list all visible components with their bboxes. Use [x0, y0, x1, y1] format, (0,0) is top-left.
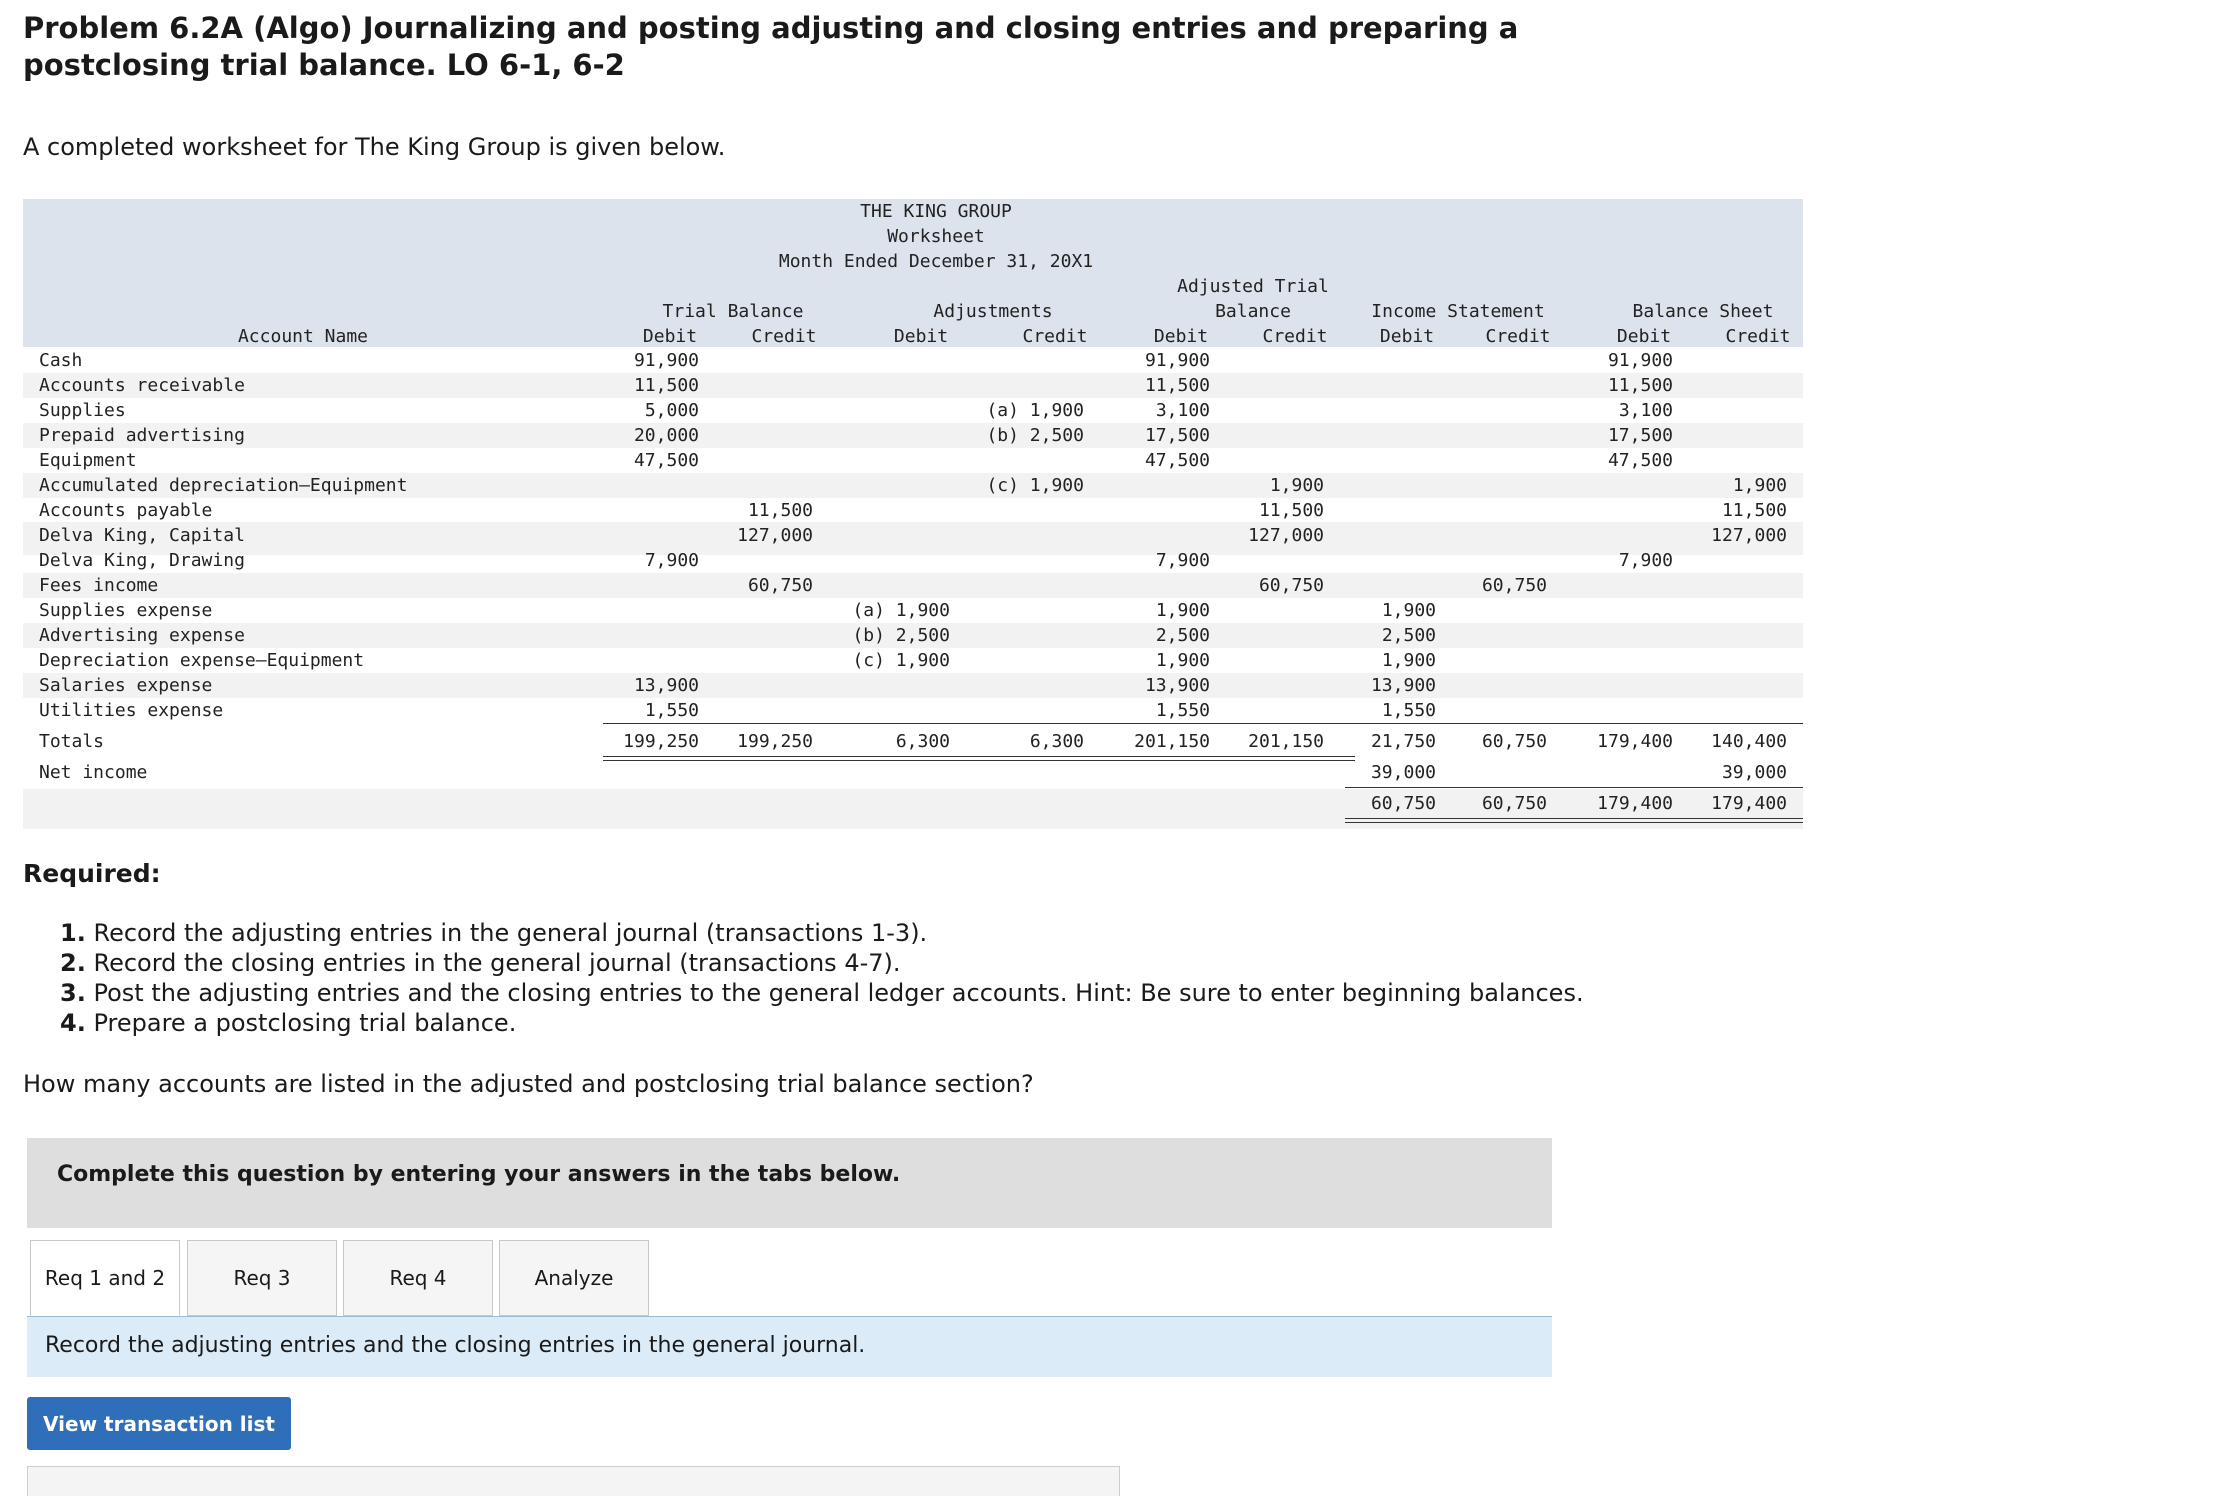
net-income-label: Net income: [39, 762, 148, 783]
instruction-box: [27, 1138, 1552, 1228]
worksheet-row-band: [23, 673, 1803, 698]
totals-cell: 201,150: [1248, 731, 1324, 752]
header-adjusted-trial-balance: Balance: [1215, 301, 1291, 322]
worksheet-cell: 1,550: [1381, 700, 1436, 721]
header-credit: Credit: [1725, 326, 1791, 347]
worksheet-cell: 60,750: [747, 575, 813, 596]
totals-cell: 199,250: [737, 731, 813, 752]
worksheet-cell: 11,500: [1258, 500, 1324, 521]
worksheet-cell: 11,500: [1144, 375, 1210, 396]
worksheet-cell: 91,900: [1144, 350, 1210, 371]
worksheet-cell: 1,900: [1155, 650, 1210, 671]
account-name: Equipment: [39, 450, 137, 471]
header-trial-balance: Trial Balance: [662, 301, 804, 322]
worksheet-cell: 1,900: [1381, 650, 1436, 671]
header-debit: Debit: [1616, 326, 1672, 347]
totals-cell: 140,400: [1711, 731, 1787, 752]
worksheet-cell: 60,750: [1481, 575, 1547, 596]
final-double-rule: [1345, 818, 1803, 819]
header-debit: Debit: [893, 326, 949, 347]
header-balance-sheet: Balance Sheet: [1632, 301, 1774, 322]
worksheet-cell: 5,000: [644, 400, 699, 421]
tab-req-3[interactable]: Req 3: [187, 1240, 337, 1316]
final-total-cell: 179,400: [1597, 793, 1673, 814]
account-name: Accumulated depreciation—Equipment: [39, 475, 408, 496]
worksheet-cell: 1,900: [1732, 475, 1787, 496]
header-debit: Debit: [1379, 326, 1435, 347]
requirement-item: 2. Record the closing entries in the general journal (transactions 4-7).: [60, 949, 901, 977]
requirement-item: 3. Post the adjusting entries and the closing entries to the general ledger accounts. Hint: Be sure to enter beginning balances.: [60, 979, 1584, 1007]
account-name: Prepaid advertising: [39, 425, 245, 446]
account-name: Supplies: [39, 400, 126, 421]
totals-label: Totals: [39, 731, 105, 752]
header-credit: Credit: [751, 326, 817, 347]
intro-text: A completed worksheet for The King Group is given below.: [23, 133, 726, 161]
account-name: Delva King, Capital: [39, 525, 245, 546]
tab-req-1-and-2[interactable]: Req 1 and 2: [30, 1240, 180, 1316]
header-income-statement: Income Statement: [1371, 301, 1545, 322]
page-title: Problem 6.2A (Algo) Journalizing and posting adjusting and closing entries and preparing a postclosing trial balance. LO 6-1, 6-2: [23, 11, 1519, 82]
account-name: Advertising expense: [39, 625, 245, 646]
totals-double-rule: [603, 756, 1355, 757]
journal-panel: [27, 1466, 1120, 1496]
totals-double-rule: [603, 760, 1355, 761]
requirement-item: 4. Prepare a postclosing trial balance.: [60, 1009, 517, 1037]
instruction-text: Complete this question by entering your answers in the tabs below.: [57, 1162, 901, 1187]
worksheet-cell: 13,900: [1144, 675, 1210, 696]
worksheet-cell: 17,500: [1144, 425, 1210, 446]
worksheet-cell: 127,000: [1248, 525, 1324, 546]
worksheet-cell: 1,550: [644, 700, 699, 721]
totals-cell: 6,300: [895, 731, 950, 752]
account-name: Accounts receivable: [39, 375, 245, 396]
tab-description: [27, 1317, 1552, 1377]
worksheet-cell: 7,900: [1155, 550, 1210, 571]
worksheet-cell: 3,100: [1618, 400, 1673, 421]
account-name: Delva King, Drawing: [39, 550, 245, 571]
header-debit: Debit: [1153, 326, 1209, 347]
worksheet-cell: 60,750: [1258, 575, 1324, 596]
account-name: Salaries expense: [39, 675, 213, 696]
header-adjusted-trial-balance: Adjusted Trial: [1177, 276, 1329, 297]
worksheet-cell: 7,900: [1618, 550, 1673, 571]
account-name: Accounts payable: [39, 500, 213, 521]
view-transaction-list-button[interactable]: View transaction list: [27, 1397, 291, 1450]
final-total-cell: 60,750: [1481, 793, 1547, 814]
tab-req-4[interactable]: Req 4: [343, 1240, 493, 1316]
worksheet-cell: 127,000: [1711, 525, 1787, 546]
worksheet-cell: 127,000: [737, 525, 813, 546]
totals-cell: 201,150: [1134, 731, 1210, 752]
worksheet-cell: (a) 1,900: [986, 400, 1084, 421]
totals-rule: [603, 723, 1803, 724]
net-income-cell: 39,000: [1721, 762, 1787, 783]
final-total-cell: 60,750: [1370, 793, 1436, 814]
worksheet-cell: 11,500: [633, 375, 699, 396]
worksheet-table: [23, 199, 1803, 829]
worksheet-title-line: Worksheet: [887, 226, 985, 247]
tab-analyze[interactable]: Analyze: [499, 1240, 649, 1316]
worksheet-cell: 1,900: [1381, 600, 1436, 621]
worksheet-cell: 3,100: [1155, 400, 1210, 421]
final-double-rule: [1345, 822, 1803, 823]
worksheet-cell: 91,900: [633, 350, 699, 371]
account-name: Fees income: [39, 575, 159, 596]
worksheet-cell: 11,500: [1607, 375, 1673, 396]
worksheet-cell: (b) 2,500: [852, 625, 950, 646]
header-adjustments: Adjustments: [933, 301, 1053, 322]
worksheet-cell: 91,900: [1607, 350, 1673, 371]
worksheet-cell: 13,900: [633, 675, 699, 696]
worksheet-cell: 1,900: [1155, 600, 1210, 621]
net-income-rule: [1345, 787, 1803, 788]
required-heading: Required:: [23, 859, 161, 888]
worksheet-cell: 17,500: [1607, 425, 1673, 446]
tab-description-text: Record the adjusting entries and the closing entries in the general journal.: [45, 1333, 866, 1358]
totals-cell: 6,300: [1029, 731, 1084, 752]
header-credit: Credit: [1485, 326, 1551, 347]
worksheet-cell: 7,900: [644, 550, 699, 571]
worksheet-title-line: THE KING GROUP: [860, 201, 1012, 222]
totals-cell: 199,250: [623, 731, 699, 752]
worksheet-cell: 1,900: [1269, 475, 1324, 496]
header-credit: Credit: [1262, 326, 1328, 347]
final-total-cell: 179,400: [1711, 793, 1787, 814]
worksheet-cell: 47,500: [1144, 450, 1210, 471]
requirements-list: [60, 918, 1584, 1038]
question-text: How many accounts are listed in the adjusted and postclosing trial balance section?: [23, 1070, 1034, 1098]
requirement-item: 1. Record the adjusting entries in the general journal (transactions 1-3).: [60, 919, 928, 947]
worksheet-cell: 20,000: [633, 425, 699, 446]
worksheet-cell: (c) 1,900: [986, 475, 1084, 496]
header-account-name: Account Name: [237, 326, 369, 347]
worksheet-title-line: Month Ended December 31, 20X1: [778, 251, 1094, 272]
totals-cell: 179,400: [1597, 731, 1673, 752]
account-name: Utilities expense: [39, 700, 224, 721]
header-debit: Debit: [642, 326, 698, 347]
account-name: Depreciation expense—Equipment: [39, 650, 365, 671]
net-income-cell: 39,000: [1370, 762, 1436, 783]
totals-cell: 21,750: [1370, 731, 1436, 752]
worksheet-cell: (c) 1,900: [852, 650, 950, 671]
account-name: Cash: [39, 350, 83, 371]
header-credit: Credit: [1022, 326, 1088, 347]
worksheet-cell: 13,900: [1370, 675, 1436, 696]
worksheet-cell: (a) 1,900: [852, 600, 950, 621]
worksheet-cell: 47,500: [633, 450, 699, 471]
account-name: Supplies expense: [39, 600, 213, 621]
worksheet-cell: 11,500: [747, 500, 813, 521]
totals-cell: 60,750: [1481, 731, 1547, 752]
worksheet-cell: 11,500: [1721, 500, 1787, 521]
worksheet-cell: 47,500: [1607, 450, 1673, 471]
worksheet-cell: 2,500: [1381, 625, 1436, 646]
worksheet-cell: 2,500: [1155, 625, 1210, 646]
worksheet-cell: 1,550: [1155, 700, 1210, 721]
worksheet-cell: (b) 2,500: [986, 425, 1084, 446]
